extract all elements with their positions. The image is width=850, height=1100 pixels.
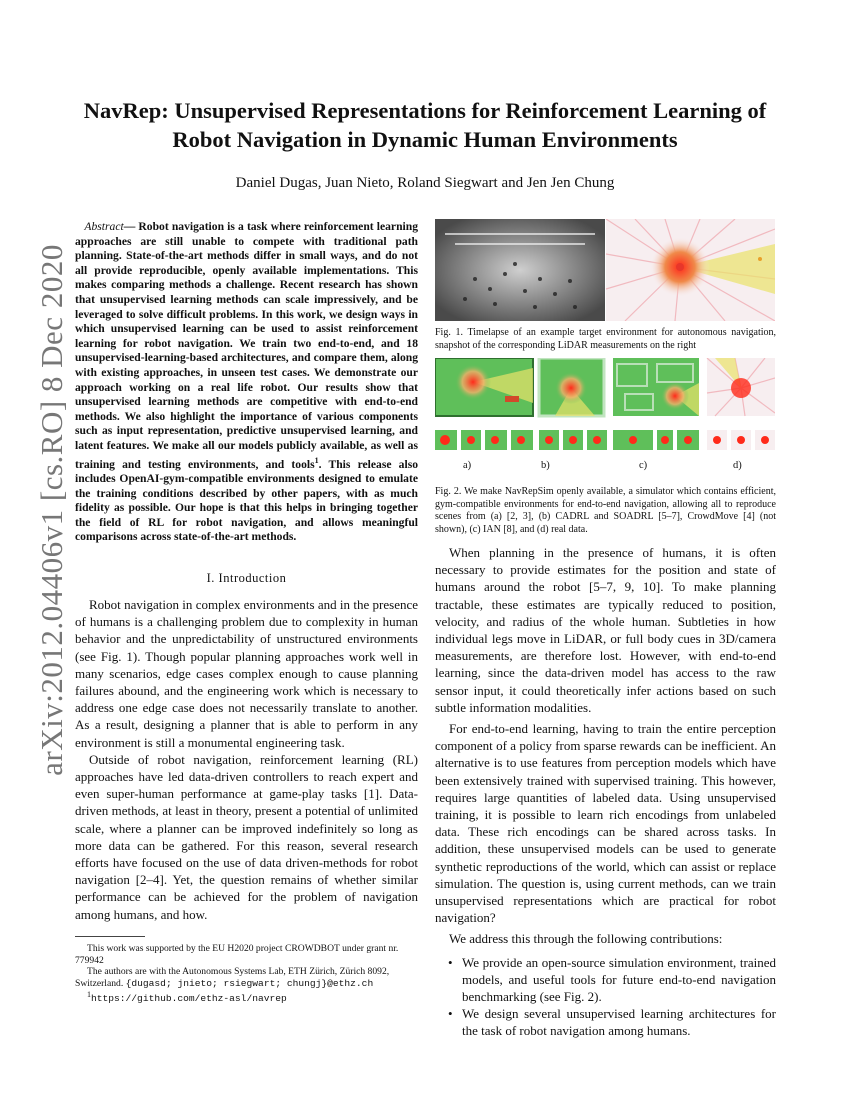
arxiv-identifier: arXiv:2012.04406v1 [cs.RO] 8 Dec 2020 — [34, 244, 69, 776]
section-heading-introduction: I. Introduction — [206, 571, 287, 585]
figure-1-image — [435, 219, 775, 321]
intro-paragraph: Outside of robot navigation, reinforcement learning (RL) approaches have led data-driven controllers to reach expert and even super-human performance at game-play tasks [1]. Data-driven methods, at least in theory, present a potential of unlimited scale, where a planner can be improved indefinitely so long as more data can be gathered. For this reason, several research efforts have focused on the use of data driven-methods for robot navigation [2–4]. Yet, the question remains of whether similar performance can be achieved for the problem of navigation among humans, and how. — [75, 751, 418, 922]
figure-2-caption: Fig. 2. We make NavRepSim openly available, a simulator which contains efficient, gym-compatible environments for end-to-end navigation, allowing all to reproduce scenes from (a) [2, 3], (b) CADRL and SOADRL [5–7], CrowdMove [4] (not shown), (c) IAN [8], and (d) real data. — [435, 486, 776, 535]
abstract-text-continued: . This release also includes OpenAI-gym-compatible environments designed to emulate the training conditions described by other papers, with as much fidelity as possible. Our hope is that this helps in bringing together the field of RL for robot navigation, and allows meaningful comparisons across state-of-the-art methods. — [75, 457, 418, 544]
author-list: Daniel Dugas, Juan Nieto, Roland Siegwart and Jen Jen Chung — [235, 175, 615, 191]
figure-2-panel-labels — [435, 460, 775, 474]
figure-1 — [435, 219, 775, 321]
footnote-rule — [75, 936, 145, 937]
footnote-support: This work was supported by the EU H2020 project CROWDBOT under grant nr. 779942 — [75, 943, 399, 966]
introduction-body — [75, 596, 418, 923]
thumbnail-row — [435, 430, 775, 450]
paper-title: NavRep: Unsupervised Representations for Reinforcement Learning of Robot Navigation in Dynamic Human Environments — [83, 98, 767, 152]
footnote-url[interactable]: https://github.com/ethz-asl/navrep — [91, 993, 287, 1005]
panel-label-d: d) — [733, 460, 742, 471]
body-paragraph: When planning in the presence of humans, it is often necessary to provide estimates for the position and state of humans around the robot [5–7, 9, 10]. To make planning tractable, these estimates are typically reduced to position, velocity, and radius of the whole human. Subtleties in how individual legs move in LiDAR, or full body cues in 3D/camera measurements, are therefore lost. However, with end-to-end learning, since the data-driven model has access to the raw sensor input, it could theoretically infer actions based on such subtle information modalities. — [435, 545, 776, 715]
list-item: • We design several unsupervised learning architectures for the task of robot navigation among humans. — [448, 1006, 776, 1039]
right-column-body — [435, 544, 776, 1040]
abstract — [75, 220, 418, 545]
intro-paragraph: Robot navigation in complex environments and in the presence of humans is a challenging problem due to complexity in human behavior and the unpredictability of unstructured environments (see Fig. 1). Though popular planning approaches work well in many scenarios, edge cases complex enough to cause planning failures abound, and the engineering work which is necessary to address one edge case does not necessarily translate to another. As a result, designing a planner that is able to perform in any environment is still a monumental engineering task. — [75, 597, 418, 750]
footnote-number: 1 — [87, 990, 91, 1000]
list-item: • We provide an open-source simulation environment, trained models, and useful tools for future end-to-end navigation benchmarking (see Fig. 2). — [448, 954, 776, 1005]
footnote-affiliation: The authors are with the Autonomous Systems Lab, ETH Zürich, Zürich 8092, Switzerland. — [75, 966, 390, 989]
contribution-list — [435, 954, 776, 1040]
footnote-emails: {dugasd; jnieto; rsiegwart; chungj}@ethz.ch — [125, 977, 374, 989]
body-paragraph: We address this through the following contributions: — [449, 931, 723, 947]
panel-label-a: a) — [463, 460, 472, 471]
figure-2-image — [435, 358, 775, 453]
figure-1-caption: Fig. 1. Timelapse of an example target environment for autonomous navigation, snapshot of the corresponding LiDAR measurements on the right — [435, 327, 776, 351]
panel-label-b: b) — [541, 460, 550, 471]
figure-2 — [435, 358, 775, 453]
footnotes — [75, 943, 418, 1005]
footnote-marker: 1 — [314, 455, 319, 465]
panel-label-c: c) — [639, 460, 648, 471]
abstract-label: Abstract — [84, 220, 124, 233]
body-paragraph: For end-to-end learning, having to train the entire perception component of a policy from sparse rewards can be inefficient. An alternative is to use features from perception models which have been extensively trained with supervised training. This however, requires large quantities of labeled data. Using unsupervised training, it is possible to learn rich encodings from unlabeled data. These rich encodings can be shared across tasks. In addition, these unsupervised models can be used to generate synthetic reproductions of the world, which can assist or replace simulation. The question is, using current methods, can we train unsupervised representations which are practical for robot navigation? — [435, 721, 776, 926]
abstract-text: — Robot navigation is a task where reinforcement learning approaches are still unable to compete with traditional path planning. State-of-the-art methods differ in small ways, and do not all provide reproducible, openly available implementations. This makes comparing methods a challenge. Recent research has shown that unsupervised learning methods can scale impressively, and be leveraged to solve difficult problems. In this work, we design ways in which unsupervised learning can be used to assist reinforcement learning for robot navigation. We train two end-to-end, and 18 unsupervised-learning-based architectures, and compare them, along with existing approaches, in unseen test cases. We demonstrate our approach working on a real life robot. Our results show that unsupervised learning methods are competitive with end-to-end methods. We also highlight the importance of various components such as input representation, predictive unsupervised learning, and latent features. We make all our models publicly available, as well as training and testing environments, and tools — [75, 220, 418, 471]
